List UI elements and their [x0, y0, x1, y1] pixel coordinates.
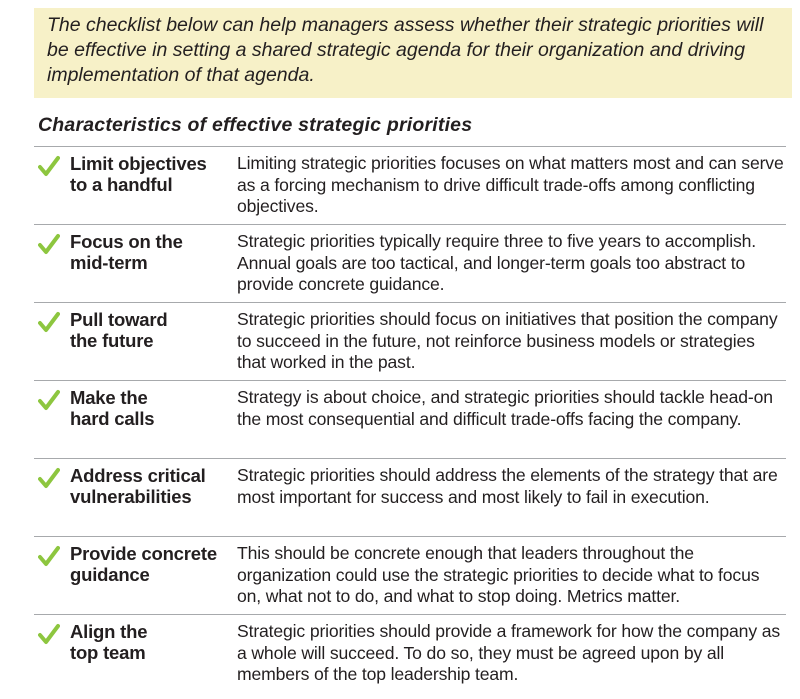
checkmark-icon [38, 389, 60, 411]
item-label: Address critical vulnerabilities [70, 465, 206, 507]
checklist [34, 146, 786, 692]
item-description: Limiting strategic priorities focuses on what matters most and can serve as a forcing mechanism to drive difficult trade-offs among conflicting objectives. [237, 153, 784, 216]
item-label: Provide concrete guidance [70, 543, 217, 585]
checklist-item [34, 146, 786, 224]
checklist-item [34, 224, 786, 302]
checkmark-icon [38, 155, 60, 177]
intro-callout [34, 8, 792, 98]
checkmark-icon [38, 545, 60, 567]
section-heading: Characteristics of effective strategic priorities [38, 114, 473, 136]
item-label: Focus on the mid-term [70, 231, 183, 273]
checklist-item [34, 614, 786, 692]
item-description: Strategic priorities typically require three to five years to accomplish. Annual goals are too tactical, and longer-term goals too abstract to provide concrete guidance. [237, 231, 757, 294]
checklist-item [34, 380, 786, 458]
checklist-item [34, 302, 786, 380]
item-label: Pull toward the future [70, 309, 168, 351]
item-description: Strategic priorities should address the elements of the strategy that are most important for success and most likely to fail in execution. [237, 465, 778, 507]
item-description: This should be concrete enough that leaders throughout the organization could use the strategic priorities to decide what to focus on, what not to do, and what to stop doing. Metrics matter. [237, 543, 760, 606]
item-description: Strategic priorities should provide a framework for how the company as a whole will succeed. To do so, they must be agreed upon by all members of the top leadership team. [237, 621, 780, 684]
checkmark-icon [38, 467, 60, 489]
checkmark-icon [38, 623, 60, 645]
checkmark-icon [38, 233, 60, 255]
item-description: Strategic priorities should focus on initiatives that position the company to succeed in the future, not reinforce business models or strategies that worked in the past. [237, 309, 778, 372]
checklist-item [34, 458, 786, 536]
item-description: Strategy is about choice, and strategic priorities should tackle head-on the most consequential and difficult trade-offs facing the company. [237, 387, 773, 429]
item-label: Limit objectives to a handful [70, 153, 207, 195]
checklist-item [34, 536, 786, 614]
item-label: Align the top team [70, 621, 148, 663]
checkmark-icon [38, 311, 60, 333]
item-label: Make the hard calls [70, 387, 155, 429]
intro-text: The checklist below can help managers assess whether their strategic priorities will be effective in setting a shared strategic agenda for their organization and driving implementation of that agenda. [47, 14, 764, 86]
